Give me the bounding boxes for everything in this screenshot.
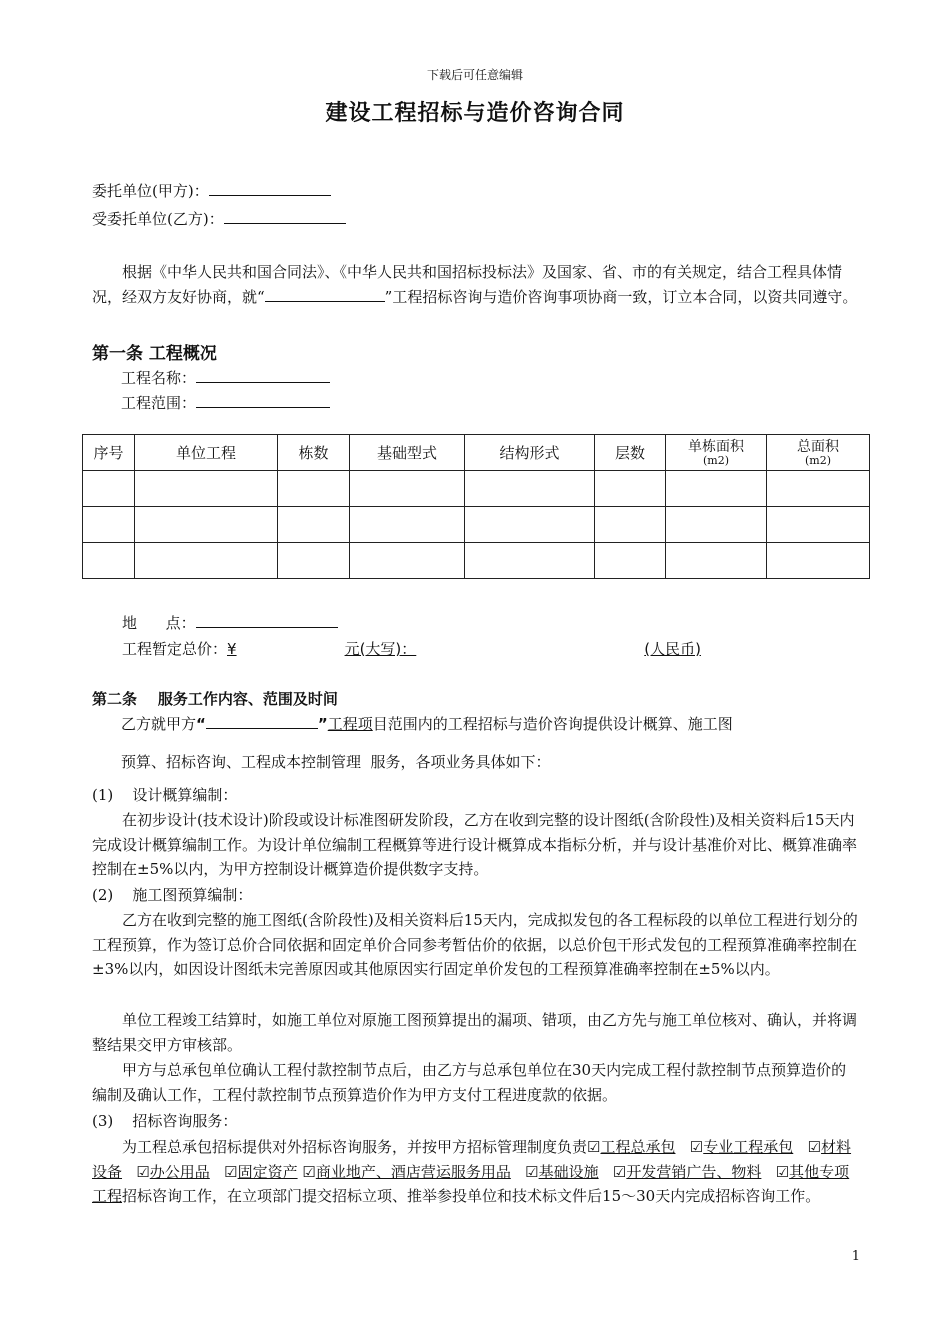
single-area-unit: (m2)	[702, 453, 729, 467]
table-cell[interactable]	[595, 471, 666, 507]
checkbox-icon[interactable]: ☑	[775, 1162, 790, 1181]
section3-text	[92, 1135, 860, 1209]
table-cell[interactable]	[595, 507, 666, 543]
table-cell[interactable]	[666, 471, 767, 507]
page-number: 1	[851, 1249, 860, 1264]
article2-project-word: 工程项	[327, 715, 373, 733]
contractor-party-line	[92, 208, 346, 229]
article2-heading: 第二条 服务工作内容、范围及时间	[92, 690, 338, 708]
table-cell[interactable]	[465, 471, 595, 507]
table-row	[83, 471, 870, 507]
table-cell[interactable]	[595, 543, 666, 579]
table-cell[interactable]	[465, 507, 595, 543]
table-cell[interactable]	[135, 507, 278, 543]
project-scope-line	[121, 392, 330, 413]
col-header-single-area	[666, 435, 767, 471]
section2-para3: 甲方与总承包单位确认工程付款控制节点后，由乙方与总承包单位在30天内完成工程付款控制节点预算造价的编制及确认工作，工程付款控制节点预算造价作为甲方支付工程进度款的依据。	[92, 1061, 847, 1104]
option-label: 固定资产	[237, 1162, 298, 1181]
option-item[interactable]	[224, 1163, 297, 1181]
total-area-unit: (m2)	[804, 453, 831, 467]
project-scope-label: 工程范围：	[121, 394, 197, 412]
location-label: 地 点：	[122, 614, 196, 632]
article2-intro-b: 目范围内的工程招标与造价咨询提供设计概算、施工图	[372, 715, 733, 733]
option-item[interactable]	[613, 1163, 761, 1181]
section1-text: 在初步设计(技术设计)阶段或设计标准图研发阶段，乙方在收到完整的设计图纸(含阶段性)及相关资料后15天内完成设计概算编制工作。为设计单位编制工程概算等进行设计概算成本指标分析，并与设计基准价对比、概算准确率控制在±5%以内，为甲方控制设计概算造价提供数字支持。	[92, 811, 858, 878]
checkbox-icon[interactable]: ☑	[525, 1162, 539, 1181]
option-label: 专业工程承包	[703, 1138, 794, 1156]
table-cell[interactable]	[135, 471, 278, 507]
col-header-structure-type: 结构形式	[465, 435, 595, 471]
option-item[interactable]	[690, 1138, 793, 1156]
table-header-row	[83, 435, 870, 471]
table-cell[interactable]	[666, 543, 767, 579]
option-item[interactable]	[136, 1163, 209, 1181]
currency-symbol: ¥	[227, 640, 237, 658]
project-name-label: 工程名称：	[121, 369, 197, 387]
contractor-party-label: 受委托单位(乙方)：	[92, 210, 224, 228]
article2-intro-line2: 预算、招标咨询、工程成本控制管理 服务，各项业务具体如下：	[121, 753, 551, 771]
project-name-field[interactable]	[196, 367, 330, 383]
section3-title: (3) 招标咨询服务：	[92, 1112, 238, 1130]
table-cell[interactable]	[83, 471, 135, 507]
option-label: 基础设施	[538, 1162, 599, 1181]
section1-title: (1) 设计概算编制：	[92, 786, 238, 804]
table-cell[interactable]	[350, 507, 465, 543]
col-header-seq: 序号	[83, 435, 135, 471]
intro-text-2: ”工程招标咨询与造价咨询事项协商一致，订立本合同，以资共同遵守。	[384, 287, 858, 306]
section2-para1: 乙方在收到完整的施工图纸(含阶段性)及相关资料后15天内，完成拟发包的各工程标段的以单位工程进行划分的工程预算，作为签订总价合同依据和固定单价合同参考暂估价的依据，以总价包干形式发包的工程预算准确率控制在±3%以内，如因设计图纸未完善原因或其他原因实行固定单价发包的工程预算准确率控制在±5%以内。	[92, 911, 858, 978]
table-cell[interactable]	[767, 507, 870, 543]
page-header-note: 下载后可任意编辑	[426, 68, 523, 82]
section2-title: (2) 施工图预算编制：	[92, 886, 253, 904]
close-quote: ”	[317, 715, 328, 733]
table-cell[interactable]	[767, 471, 870, 507]
option-label: 商业地产、酒店营运服务用品	[315, 1162, 511, 1181]
total-area-label: 总面积	[797, 438, 839, 455]
col-header-building-count: 栋数	[278, 435, 350, 471]
article1-heading: 第一条 工程概况	[92, 344, 217, 364]
estimated-price-field[interactable]	[227, 640, 701, 658]
option-label: 开发营销广告、物料	[626, 1162, 762, 1181]
col-header-floors: 层数	[595, 435, 666, 471]
col-header-foundation-type: 基础型式	[350, 435, 465, 471]
estimated-price-label: 工程暂定总价：	[122, 640, 228, 658]
checkbox-icon[interactable]: ☑	[136, 1162, 150, 1181]
estimated-price-line	[122, 638, 701, 659]
client-party-blank[interactable]	[209, 180, 331, 196]
table-row	[83, 543, 870, 579]
checkbox-icon[interactable]: ☑	[587, 1138, 601, 1156]
checkbox-icon[interactable]: ☑	[807, 1138, 822, 1156]
project-overview-table	[82, 434, 870, 579]
option-item[interactable]	[587, 1138, 675, 1156]
table-cell[interactable]	[666, 507, 767, 543]
checkbox-icon[interactable]: ☑	[612, 1162, 627, 1181]
price-uppercase-label: 元(大写)：	[344, 640, 417, 658]
section3-tail: 招标咨询工作，在立项部门提交招标立项、推举参投单位和技术标文件后15～30天内完成招标咨询工作。	[122, 1187, 821, 1205]
table-cell[interactable]	[278, 471, 350, 507]
open-quote: “	[196, 715, 206, 733]
table-cell[interactable]	[350, 543, 465, 579]
option-label: 办公用品	[149, 1162, 210, 1181]
section3-lead: 为工程总承包招标提供对外招标咨询服务，并按甲方招标管理制度负责	[122, 1138, 588, 1156]
project-name-line	[121, 367, 330, 388]
location-line	[122, 612, 338, 633]
table-cell[interactable]	[83, 507, 135, 543]
checkbox-icon[interactable]: ☑	[302, 1162, 316, 1181]
table-row	[83, 507, 870, 543]
project-scope-field[interactable]	[196, 392, 330, 408]
col-header-unit-project: 单位工程	[135, 435, 278, 471]
table-cell[interactable]	[83, 543, 135, 579]
client-party-line	[92, 180, 331, 201]
contractor-party-blank[interactable]	[224, 208, 346, 224]
single-area-label: 单栋面积	[688, 438, 744, 455]
intro-paragraph	[92, 260, 860, 309]
option-label: 工程总承包	[600, 1138, 676, 1156]
option-label: 材料设备	[92, 1138, 852, 1181]
article2-project-blank[interactable]	[206, 713, 318, 729]
table-cell[interactable]	[278, 507, 350, 543]
location-field[interactable]	[196, 612, 338, 628]
price-currency-suffix: (人民币)	[644, 640, 701, 658]
article2-intro-a: 乙方就甲方	[121, 715, 197, 733]
project-name-blank[interactable]	[265, 286, 385, 302]
table-cell[interactable]	[278, 543, 350, 579]
table-cell[interactable]	[465, 543, 595, 579]
option-item[interactable]	[525, 1163, 598, 1181]
section2-para2: 单位工程竣工结算时，如施工单位对原施工图预算提出的漏项、错项，由乙方先与施工单位核对、确认，并将调整结果交甲方审核部。	[92, 1011, 858, 1054]
document-title: 建设工程招标与造价咨询合同	[325, 101, 625, 126]
table-cell[interactable]	[350, 471, 465, 507]
article2-intro-line1	[121, 713, 733, 734]
col-header-total-area	[767, 435, 870, 471]
option-label: 其他专项工程	[92, 1162, 850, 1205]
client-party-label: 委托单位(甲方)：	[92, 182, 209, 200]
intro-text-1: 根据《中华人民共和国合同法》、《中华人民共和国招标投标法》及国家、省、市的有关规定，结合工程具体情况，经双方友好协商，就“	[92, 263, 843, 306]
checkbox-icon[interactable]: ☑	[224, 1162, 238, 1181]
option-item[interactable]	[302, 1163, 510, 1181]
table-cell[interactable]	[135, 543, 278, 579]
checkbox-icon[interactable]: ☑	[689, 1138, 704, 1156]
table-cell[interactable]	[767, 543, 870, 579]
